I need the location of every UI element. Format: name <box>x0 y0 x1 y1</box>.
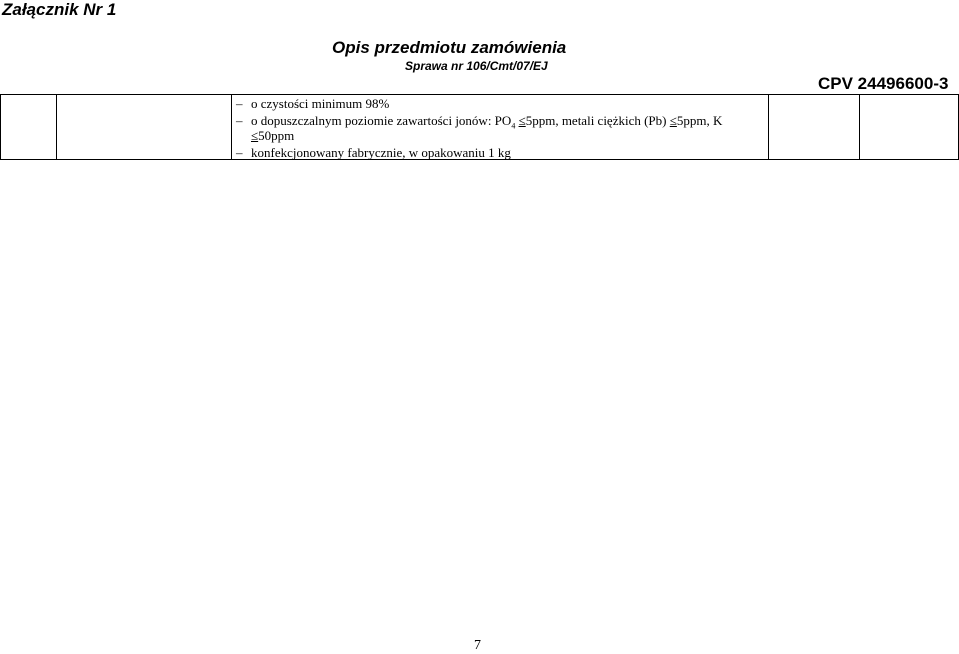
table-top-border <box>0 94 959 95</box>
spec-continuation <box>251 128 294 143</box>
subscript: 4 <box>511 121 516 131</box>
bullet-dash: – <box>236 145 243 160</box>
spec-text: konfekcjonowany fabrycznie, w opakowaniu 1 kg <box>251 145 511 160</box>
spec-text: 50ppm <box>258 128 295 143</box>
bullet-dash: – <box>236 96 243 111</box>
less-equal-sign: ≤ <box>518 113 526 128</box>
bullet-dash: – <box>236 113 243 128</box>
attachment-title: Załącznik Nr 1 <box>2 0 117 19</box>
spec-item <box>236 96 389 111</box>
document-title: Opis przedmiotu zamówienia <box>332 38 567 57</box>
spec-item <box>236 145 511 160</box>
table-left-border <box>0 94 1 160</box>
column-divider <box>859 94 860 160</box>
page-number: 7 <box>474 638 481 653</box>
spec-item <box>236 113 722 134</box>
less-equal-sign: ≤ <box>251 128 259 143</box>
specification-table <box>0 94 959 160</box>
less-equal-sign: ≤ <box>669 113 677 128</box>
spec-text: o dopuszczalnym poziomie zawartości jonów: PO <box>251 113 512 128</box>
column-divider <box>56 94 57 160</box>
cpv-code: CPV 24496600-3 <box>818 74 949 93</box>
spec-text: 5ppm, K <box>676 113 723 128</box>
spec-text: o czystości minimum 98% <box>251 96 390 111</box>
column-divider <box>231 94 232 160</box>
spec-text: 5ppm, metali ciężkich (Pb) <box>525 113 670 128</box>
column-divider <box>768 94 769 160</box>
case-number: Sprawa nr 106/Cmt/07/EJ <box>405 59 548 73</box>
